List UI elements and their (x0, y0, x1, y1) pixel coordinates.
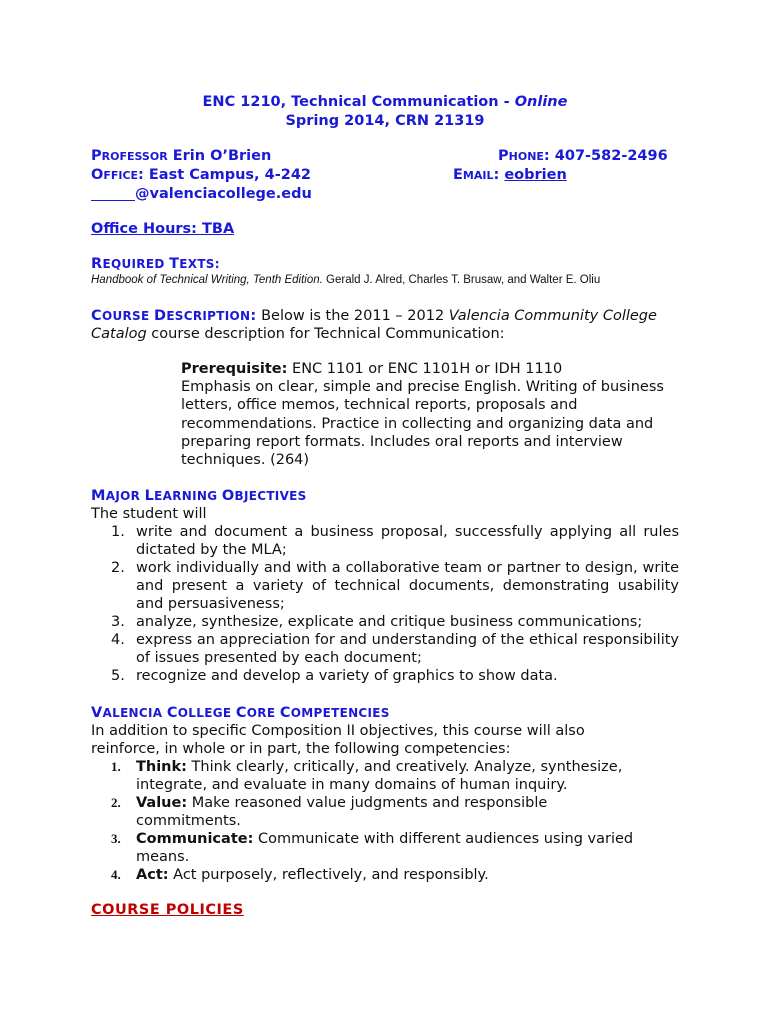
required-texts-label: REQUIRED TEXTS: (91, 256, 220, 272)
course-description-label: COURSE DESCRIPTION: (91, 308, 257, 324)
email-address-line: @valenciacollege.edu (91, 185, 312, 202)
list-item: 4. Act: Act purposely, reflectively, and responsibly. (111, 867, 489, 883)
competencies-label: VALENCIA COLLEGE CORE COMPETENCIES (91, 705, 390, 721)
course-description: COURSE DESCRIPTION: Below is the 2011 – 2012 Valencia Community College Catalog course description for Technical Communication: (91, 308, 657, 342)
list-item: 3. Communicate: Communicate with different audiences using varied means. (111, 831, 634, 865)
email-line: EMAIL: eobrien (453, 167, 567, 183)
course-policies-heading: COURSE POLICIES (91, 902, 244, 918)
list-item: 2. Value: Make reasoned value judgments and responsible commitments. (111, 795, 548, 829)
required-text-citation (91, 274, 600, 286)
delivery-mode: Online (514, 94, 568, 110)
list-item: 5. recognize and develop a variety of graphics to show data. (111, 668, 558, 684)
competencies-intro: In addition to specific Composition II objectives, this course will also reinforce, in whole or in part, the following competencies: (91, 723, 585, 757)
catalog-text: Emphasis on clear, simple and precise English. Writing of business letters, office memos, technical reports, proposals and recommendations. Practice in collecting and organizing data and preparing report formats. Includes oral reports and interview techniques. (264) (181, 379, 664, 469)
list-item: 3. analyze, synthesize, explicate and critique business communications; (111, 614, 643, 630)
professor-line: PROFESSOR Erin O’Brien (91, 148, 272, 164)
objectives-section (91, 505, 679, 685)
textbook-title: Handbook of Technical Writing, Tenth Edition. (91, 274, 323, 286)
list-item: 2. work individually and with a collaborative team or partner to design, write and present a variety of technical documents, demonstrating usability and persuasiveness; (111, 560, 679, 612)
office-line: OFFICE: East Campus, 4-242 (91, 167, 311, 183)
prerequisite-line: Prerequisite: ENC 1101 or ENC 1101H or IDH 1110 (181, 361, 563, 377)
competencies-section (91, 722, 651, 884)
textbook-authors: Gerald J. Alred, Charles T. Brusaw, and Walter E. Oliu (322, 274, 601, 286)
course-title: ENC 1210, Technical Communication - Online (202, 94, 568, 110)
email-link[interactable]: eobrien (504, 167, 567, 183)
objectives-intro: The student will (91, 506, 207, 522)
catalog-description (181, 360, 681, 469)
email-blank-underline (91, 185, 135, 201)
office-hours: Office Hours: TBA (91, 221, 235, 237)
list-item: 1. write and document a business proposal, successfully applying all rules dictated by the MLA; (111, 524, 679, 558)
phone-line: PHONE: 407-582-2496 (498, 148, 668, 164)
term-line: Spring 2014, CRN 21319 (285, 113, 485, 129)
list-item: 4. express an appreciation for and understanding of the ethical responsibility of issues presented by each document; (111, 632, 679, 666)
objectives-label: MAJOR LEARNING OBJECTIVES (91, 488, 307, 504)
list-item: 1. Think: Think clearly, critically, and creatively. Analyze, synthesize, integrate, and evaluate in many domains of human inquiry. (111, 759, 623, 793)
competencies-list (91, 758, 651, 884)
professor-name: Erin O’Brien (172, 148, 272, 164)
objectives-list (91, 523, 679, 685)
